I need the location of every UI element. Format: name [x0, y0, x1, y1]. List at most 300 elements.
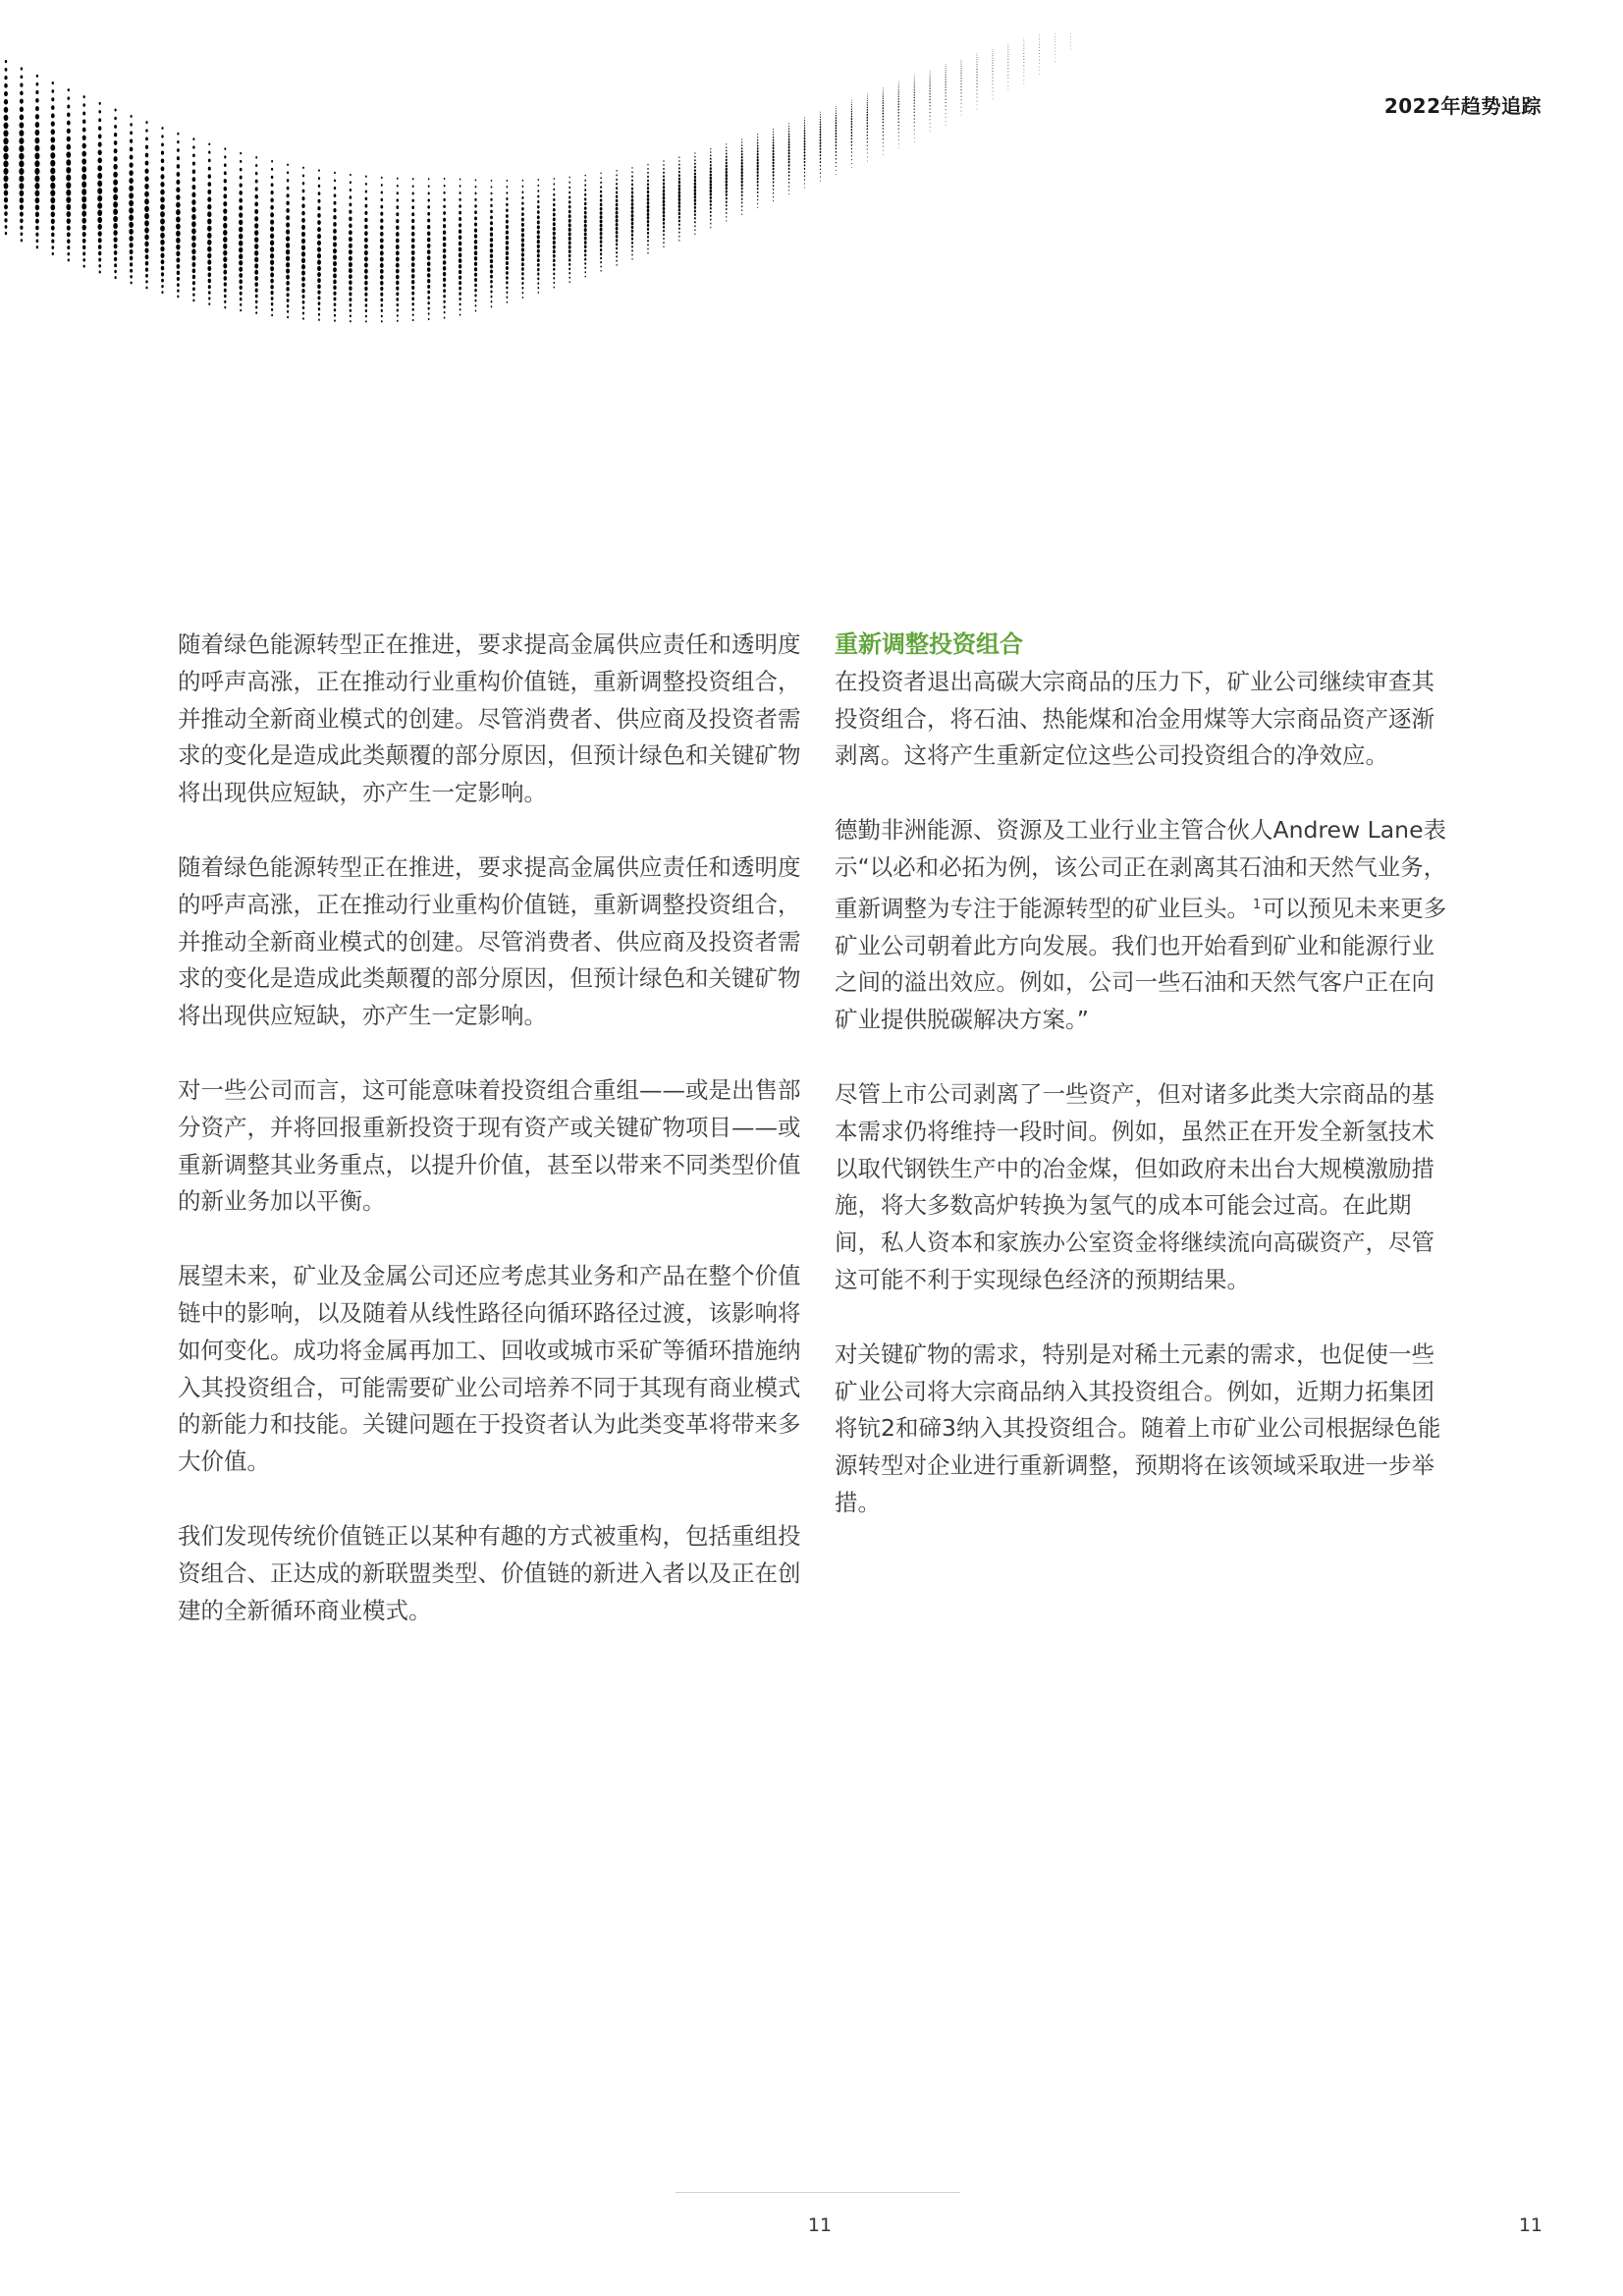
- wave-dot: [427, 261, 431, 266]
- wave-dot: [820, 151, 822, 153]
- wave-dot: [506, 220, 509, 224]
- wave-dot: [898, 109, 899, 111]
- wave-dot: [506, 236, 509, 240]
- wave-dot: [1008, 85, 1009, 86]
- wave-dot: [490, 285, 492, 288]
- wave-dot: [20, 191, 25, 196]
- wave-dot: [444, 191, 446, 194]
- wave-dot: [177, 140, 179, 143]
- wave-dot: [788, 143, 790, 145]
- wave-dot: [428, 198, 430, 201]
- wave-dot: [600, 186, 602, 189]
- wave-dot: [678, 194, 681, 197]
- wave-dot: [568, 272, 570, 274]
- wave-dot: [993, 99, 994, 100]
- wave-dot: [145, 129, 148, 132]
- wave-dot: [788, 182, 789, 184]
- wave-dot: [145, 267, 148, 271]
- wave-dot: [946, 105, 947, 106]
- wave-dot: [553, 259, 556, 263]
- wave-dot: [663, 226, 665, 229]
- wave-dot: [350, 309, 352, 312]
- wave-dot: [1055, 41, 1056, 42]
- wave-dot: [381, 309, 383, 312]
- wave-dot: [397, 191, 399, 194]
- wave-dot: [537, 240, 540, 244]
- paragraph: 对一些公司而言，这可能意味着投资组合重组——或是出售部分资产，并将回报重新投资于现有资产或关键矿物项目——或重新调整其业务重点，以提升价值，甚至以带来不同类型价值的新业务加以平衡。: [178, 1075, 801, 1216]
- wave-dot: [946, 125, 947, 126]
- wave-dot: [177, 277, 180, 281]
- wave-dot: [254, 276, 258, 281]
- wave-dot: [333, 280, 337, 285]
- wave-dot: [223, 250, 227, 256]
- wave-dot: [474, 289, 477, 292]
- wave-dot: [883, 98, 884, 99]
- wave-dot: [898, 143, 899, 144]
- wave-dot: [946, 70, 947, 71]
- wave-dot: [177, 271, 180, 276]
- wave-dot: [51, 113, 55, 118]
- wave-dot: [21, 67, 23, 70]
- wave-dot: [820, 154, 822, 156]
- wave-dot: [898, 98, 899, 100]
- wave-dot: [1040, 74, 1041, 75]
- wave-dot: [631, 194, 633, 197]
- wave-dot: [600, 252, 602, 255]
- wave-dot: [804, 172, 805, 174]
- wave-dot: [537, 273, 539, 276]
- wave-dot: [914, 105, 915, 107]
- wave-dot: [537, 195, 539, 198]
- wave-dot: [914, 75, 915, 76]
- wave-dot: [553, 249, 556, 253]
- wave-dot: [883, 132, 884, 134]
- wave-dot: [191, 228, 196, 234]
- wave-dot: [144, 220, 149, 226]
- wave-dot: [757, 178, 759, 181]
- wave-dot: [317, 259, 321, 264]
- wave-dot: [678, 191, 681, 194]
- wave-dot: [82, 143, 86, 149]
- wave-dot: [851, 126, 853, 128]
- wave-dot: [270, 272, 274, 277]
- wave-dot: [867, 95, 868, 96]
- wave-dot: [757, 144, 759, 146]
- wave-dot: [726, 159, 728, 161]
- wave-dot: [411, 250, 415, 255]
- wave-dot: [255, 311, 257, 314]
- wave-dot: [663, 168, 665, 170]
- wave-dot: [318, 191, 321, 195]
- wave-dot: [20, 107, 24, 113]
- wave-dot: [506, 266, 509, 270]
- wave-dot: [883, 146, 884, 147]
- wave-dot: [773, 165, 775, 168]
- wave-dot: [51, 240, 54, 244]
- wave-dot: [647, 194, 650, 197]
- wave-dot: [396, 286, 399, 290]
- wave-dot: [459, 211, 461, 215]
- wave-dot: [50, 175, 55, 182]
- wave-dot: [584, 262, 586, 265]
- wave-dot: [726, 193, 728, 196]
- wave-dot: [396, 212, 399, 216]
- wave-dot: [334, 201, 337, 205]
- wave-dot: [98, 110, 101, 113]
- wave-dot: [977, 69, 978, 70]
- wave-dot: [161, 266, 164, 271]
- wave-dot: [192, 177, 196, 182]
- wave-dot: [537, 282, 539, 285]
- wave-dot: [286, 275, 290, 280]
- wave-dot: [223, 208, 227, 214]
- wave-dot: [930, 123, 931, 124]
- wave-dot: [177, 133, 179, 136]
- wave-dot: [98, 238, 102, 243]
- wave-dot: [317, 278, 321, 283]
- wave-dot: [537, 210, 540, 214]
- wave-dot: [443, 243, 447, 247]
- wave-dot: [364, 244, 368, 248]
- wave-dot: [474, 273, 477, 277]
- wave-dot: [5, 232, 7, 235]
- wave-dot: [145, 280, 148, 283]
- wave-dot: [741, 181, 743, 184]
- wave-dot: [411, 292, 414, 296]
- wave-dot: [553, 189, 555, 191]
- wave-dot: [694, 182, 696, 185]
- wave-dot: [364, 250, 368, 255]
- wave-dot: [851, 151, 852, 153]
- wave-dot: [647, 224, 649, 227]
- wave-dot: [946, 72, 947, 73]
- wave-dot: [631, 180, 633, 182]
- wave-dot: [521, 282, 523, 285]
- wave-dot: [114, 133, 117, 137]
- paragraph: 展望未来，矿业及金属公司还应考虑其业务和产品在整个价值链中的影响，以及随着从线性路径向循环路径过渡，该影响将如何变化。成功将金属再加工、回收或城市采矿等循环措施纳入其投资组合，可能需要矿业公司培养不同于其现有商业模式的新能力和技能。关键问题在于投资者认为此类变革将带来多大价值。: [178, 1262, 801, 1476]
- wave-dot: [851, 106, 852, 107]
- wave-dot: [773, 152, 775, 155]
- wave-dot: [20, 114, 25, 120]
- wave-dot: [207, 219, 211, 225]
- wave-dot: [773, 158, 775, 161]
- wave-dot: [51, 129, 55, 135]
- wave-dot: [66, 175, 71, 182]
- wave-dot: [113, 164, 117, 170]
- wave-dot: [177, 289, 179, 292]
- wave-dot: [160, 204, 165, 210]
- wave-dot: [411, 226, 414, 230]
- wave-dot: [130, 256, 134, 261]
- wave-dot: [381, 184, 383, 187]
- wave-dot: [1055, 48, 1056, 49]
- wave-dot: [993, 71, 994, 72]
- wave-dot: [867, 104, 868, 106]
- wave-dot: [914, 89, 915, 90]
- wave-dot: [678, 185, 680, 188]
- wave-dot: [584, 206, 587, 210]
- wave-dot: [788, 138, 790, 140]
- wave-dot: [726, 146, 727, 148]
- wave-dot: [364, 218, 367, 222]
- wave-dot: [1039, 60, 1040, 61]
- wave-dot: [506, 241, 509, 245]
- paragraph-text: 可以预见未来更多矿业公司朝着此方向发展。我们也开始看到矿业和能源行业之间的溢出效应。例如，公司一些石油和天然气客户正在向矿业提供脱碳解决方案。”: [835, 894, 1447, 1034]
- wave-dot: [113, 216, 118, 222]
- wave-dot: [726, 216, 727, 218]
- wave-dot: [616, 219, 619, 223]
- wave-dot: [930, 127, 931, 128]
- wave-dot: [81, 203, 86, 209]
- wave-dot: [1008, 68, 1009, 69]
- footnote-reference[interactable]: 1: [1253, 897, 1262, 912]
- wave-dot: [21, 75, 24, 79]
- wave-dot: [427, 291, 430, 295]
- wave-dot: [35, 212, 39, 218]
- wave-dot: [914, 84, 915, 85]
- wave-dot: [836, 133, 838, 135]
- wave-dot: [208, 297, 210, 300]
- wave-dot: [867, 111, 868, 113]
- wave-dot: [1039, 63, 1040, 64]
- wave-dot: [993, 53, 994, 54]
- wave-dot: [820, 137, 822, 138]
- wave-dot: [20, 122, 25, 128]
- wave-dot: [397, 314, 399, 317]
- wave-dot: [81, 166, 86, 172]
- wave-dot: [726, 197, 728, 200]
- wave-dot: [161, 135, 163, 137]
- wave-dot: [726, 187, 728, 190]
- wave-dot: [820, 126, 821, 128]
- wave-dot: [726, 152, 728, 154]
- wave-dot: [19, 168, 24, 175]
- wave-dot: [161, 151, 164, 155]
- wave-dot: [883, 105, 884, 107]
- wave-dot: [333, 229, 337, 234]
- wave-dot: [961, 66, 962, 67]
- wave-dot: [930, 75, 931, 76]
- wave-dot: [773, 134, 774, 136]
- wave-dot: [898, 87, 899, 88]
- wave-dot: [1008, 59, 1009, 60]
- wave-dot: [647, 205, 650, 209]
- wave-dot: [161, 159, 164, 164]
- wave-dot: [726, 204, 728, 206]
- wave-dot: [883, 154, 884, 155]
- wave-dot: [569, 281, 570, 283]
- wave-dot: [459, 270, 461, 274]
- wave-dot: [144, 198, 149, 204]
- wave-dot: [836, 108, 837, 109]
- wave-dot: [301, 204, 304, 208]
- wave-dot: [97, 165, 102, 171]
- wave-dot: [522, 180, 523, 182]
- wave-dot: [757, 185, 759, 187]
- wave-dot: [20, 226, 23, 230]
- wave-dot: [4, 115, 9, 121]
- wave-dot: [427, 225, 430, 229]
- wave-dot: [4, 107, 9, 113]
- wave-dot: [349, 210, 352, 214]
- wave-dot: [993, 94, 994, 95]
- wave-dot: [459, 204, 461, 207]
- wave-dot: [34, 175, 39, 182]
- wave-dot: [977, 77, 978, 78]
- wave-dot: [600, 219, 603, 223]
- wave-dot: [631, 249, 633, 251]
- wave-dot: [568, 267, 570, 270]
- wave-dot: [553, 273, 555, 276]
- wave-dot: [946, 99, 947, 100]
- wave-dot: [270, 240, 274, 246]
- wave-dot: [741, 184, 743, 187]
- wave-dot: [600, 240, 603, 243]
- wave-dot: [145, 153, 149, 158]
- wave-dot: [898, 96, 899, 98]
- wave-dot: [1008, 75, 1009, 76]
- wave-dot: [191, 248, 195, 254]
- wave-dot: [428, 301, 430, 304]
- wave-dot: [663, 196, 666, 199]
- wave-dot: [35, 204, 39, 210]
- wave-dot: [726, 200, 728, 202]
- wave-dot: [788, 141, 790, 143]
- wave-dot: [67, 246, 70, 249]
- wave-dot: [678, 197, 681, 200]
- wave-dot: [883, 87, 884, 88]
- wave-dot: [1055, 51, 1056, 52]
- wave-dot: [130, 269, 133, 273]
- wave-dot: [208, 302, 210, 305]
- wave-dot: [350, 189, 352, 191]
- wave-dot: [333, 208, 336, 212]
- wave-dot: [255, 301, 258, 303]
- wave-dot: [568, 249, 571, 253]
- wave-dot: [647, 191, 649, 193]
- wave-dot: [81, 218, 86, 224]
- wave-dot: [631, 184, 633, 187]
- wave-dot: [177, 264, 181, 269]
- wave-dot: [365, 315, 367, 318]
- wave-dot: [66, 167, 71, 174]
- wave-dot: [993, 55, 994, 56]
- wave-dot: [51, 233, 54, 238]
- wave-dot: [113, 194, 118, 201]
- wave-dot: [773, 129, 774, 130]
- wave-dot: [240, 309, 242, 312]
- wave-dot: [301, 289, 304, 293]
- wave-dot: [647, 247, 648, 249]
- wave-dot: [396, 219, 399, 223]
- wave-dot: [207, 204, 211, 210]
- wave-dot: [788, 128, 789, 130]
- wave-dot: [207, 246, 211, 252]
- wave-dot: [36, 239, 39, 243]
- wave-dot: [129, 236, 133, 242]
- wave-dot: [977, 89, 978, 90]
- wave-dot: [616, 183, 618, 186]
- wave-dot: [82, 251, 85, 255]
- wave-dot: [270, 234, 274, 240]
- wave-dot: [914, 141, 915, 142]
- wave-dot: [568, 223, 571, 227]
- wave-dot: [554, 178, 555, 180]
- wave-dot: [317, 227, 321, 232]
- wave-dot: [883, 119, 884, 121]
- wave-dot: [191, 192, 195, 197]
- wave-dot: [1024, 80, 1025, 81]
- wave-dot: [1024, 43, 1025, 44]
- wave-dot: [521, 191, 523, 193]
- wave-dot: [647, 201, 650, 205]
- wave-dot: [851, 135, 853, 137]
- wave-dot: [98, 245, 102, 249]
- wave-dot: [710, 196, 712, 199]
- wave-dot: [396, 281, 399, 285]
- wave-dot: [192, 137, 194, 140]
- wave-dot: [254, 194, 257, 199]
- wave-dot: [113, 179, 118, 185]
- wave-dot: [21, 239, 23, 242]
- wave-dot: [946, 64, 947, 65]
- wave-dot: [255, 295, 258, 299]
- wave-dot: [223, 230, 227, 236]
- wave-dot: [301, 218, 305, 223]
- wave-dot: [616, 231, 619, 235]
- wave-dot: [506, 230, 509, 234]
- wave-dot: [678, 216, 680, 219]
- wave-dot: [851, 148, 852, 150]
- wave-dot: [804, 183, 805, 184]
- wave-dot: [883, 116, 884, 118]
- wave-dot: [349, 286, 352, 290]
- wave-dot: [396, 245, 400, 249]
- wave-dot: [240, 176, 243, 180]
- wave-dot: [427, 296, 430, 300]
- wave-dot: [616, 251, 618, 254]
- wave-dot: [553, 254, 556, 258]
- wave-dot: [804, 118, 805, 119]
- wave-dot: [898, 83, 899, 84]
- wave-dot: [177, 283, 180, 287]
- wave-dot: [4, 183, 9, 189]
- wave-dot: [757, 147, 759, 149]
- wave-dot: [553, 193, 555, 196]
- wave-dot: [537, 225, 540, 229]
- wave-dot: [537, 253, 540, 257]
- wave-dot: [804, 187, 805, 188]
- wave-dot: [254, 230, 258, 236]
- wave-dot: [726, 174, 728, 177]
- wave-dot: [144, 206, 149, 212]
- wave-dot: [301, 225, 305, 230]
- wave-dot: [317, 206, 320, 210]
- wave-dot: [396, 275, 400, 280]
- wave-dot: [411, 232, 414, 237]
- wave-dot: [788, 126, 789, 127]
- wave-dot: [1008, 49, 1009, 50]
- wave-dot: [130, 243, 134, 247]
- wave-dot: [507, 297, 509, 299]
- wave-dot: [553, 236, 556, 240]
- wave-dot: [946, 79, 947, 80]
- wave-dot: [35, 122, 39, 128]
- wave-dot: [239, 247, 243, 253]
- wave-dot: [553, 208, 556, 212]
- wave-dot: [286, 249, 290, 255]
- wave-dot: [144, 191, 149, 197]
